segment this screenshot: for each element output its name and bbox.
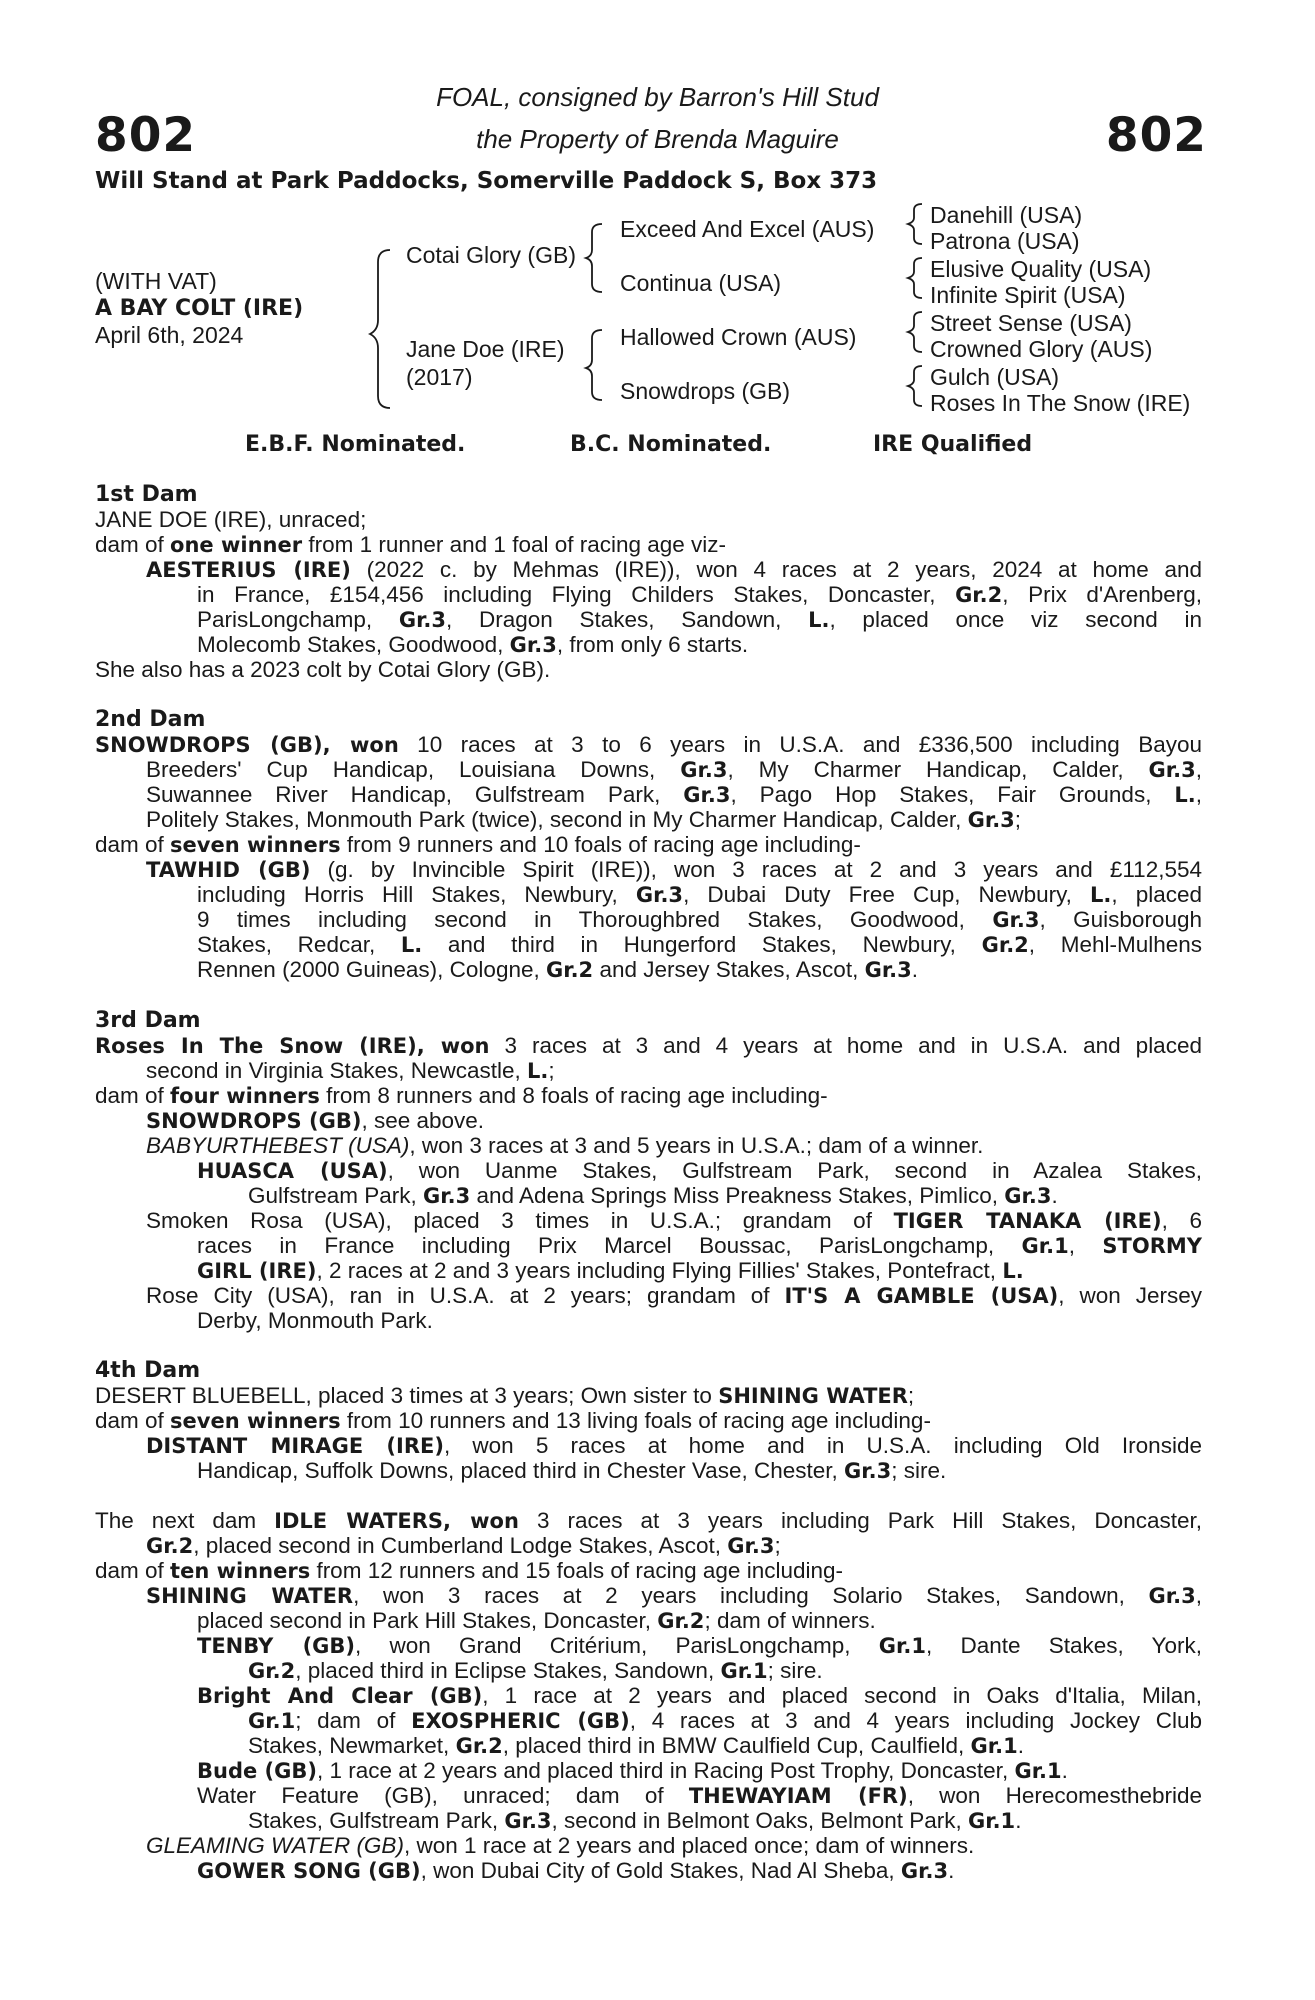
dam2-line: Politely Stakes, Monmouth Park (twice), second in My Charmer Handicap, Calder, Gr.3;	[146, 807, 1022, 832]
next-dam-line: placed second in Park Hill Stakes, Doncaster, Gr.2; dam of winners.	[197, 1608, 876, 1633]
property-line: the Property of Brenda Maguire	[476, 124, 839, 154]
dam3-line: BABYURTHEBEST (USA), won 3 races at 3 and 5 years in U.S.A.; dam of a winner.	[146, 1133, 984, 1158]
pedigree-sire-dam: Continua (USA)	[620, 270, 782, 296]
dam3-line: dam of four winners from 8 runners and 8 foals of racing age including-	[95, 1083, 828, 1108]
next-dam-line: GOWER SONG (GB), won Dubai City of Gold Stakes, Nad Al Sheba, Gr.3.	[197, 1858, 955, 1883]
pedigree-dss: Street Sense (USA)	[930, 310, 1132, 336]
dam2-line: dam of seven winners from 9 runners and 10 foals of racing age including-	[95, 832, 861, 857]
dam3-line: SNOWDROPS (GB), see above.	[146, 1108, 485, 1133]
pedigree-dam: Jane Doe (IRE)	[406, 336, 565, 362]
dam2-line: Rennen (2000 Guineas), Cologne, Gr.2 and Jersey Stakes, Ascot, Gr.3.	[197, 957, 919, 982]
next-dam-line: Bright And Clear (GB), 1 race at 2 years and placed second in Oaks d'Italia, Milan,	[197, 1683, 1202, 1708]
pedigree-sds: Elusive Quality (USA)	[930, 256, 1152, 282]
dam1-line: ParisLongchamp, Gr.3, Dragon Stakes, Sandown, L., placed once viz second in	[197, 607, 1202, 632]
next-dam-line: The next dam IDLE WATERS, won 3 races at 3 years including Park Hill Stakes, Doncaster,	[95, 1508, 1202, 1533]
dam3-line: Gulfstream Park, Gr.3 and Adena Springs Miss Preakness Stakes, Pimlico, Gr.3.	[248, 1183, 1058, 1208]
next-dam-line: Gr.2, placed third in Eclipse Stakes, Sandown, Gr.1; sire.	[248, 1658, 823, 1683]
dam1-line: in France, £154,456 including Flying Childers Stakes, Doncaster, Gr.2, Prix d'Arenberg,	[197, 582, 1203, 607]
dam1-line: Molecomb Stakes, Goodwood, Gr.3, from only 6 starts.	[197, 632, 749, 657]
next-dam-line: TENBY (GB), won Grand Critérium, ParisLongchamp, Gr.1, Dante Stakes, York,	[197, 1633, 1203, 1658]
dam3-line: Roses In The Snow (IRE), won 3 races at 3 and 4 years at home and in U.S.A. and placed	[95, 1033, 1202, 1058]
pedigree-sdd: Infinite Spirit (USA)	[930, 282, 1126, 308]
dam1-line: AESTERIUS (IRE) (2022 c. by Mehmas (IRE)), won 4 races at 2 years, 2024 at home and	[146, 557, 1202, 582]
dam4-line: dam of seven winners from 10 runners and 13 living foals of racing age including-	[95, 1408, 931, 1433]
dam3-line: Rose City (USA), ran in U.S.A. at 2 years; grandam of IT'S A GAMBLE (USA), won Jersey	[146, 1283, 1202, 1308]
pedigree-dsd: Crowned Glory (AUS)	[930, 336, 1153, 362]
lot-number-right: 802	[1105, 108, 1207, 163]
dam3-line: GIRL (IRE), 2 races at 2 and 3 years including Flying Fillies' Stakes, Pontefract, L.	[197, 1258, 1024, 1283]
dam2-line: Stakes, Redcar, L. and third in Hungerford Stakes, Newbury, Gr.2, Mehl-Mulhens	[197, 932, 1203, 957]
pedigree-dds: Gulch (USA)	[930, 364, 1060, 390]
stand-location: Will Stand at Park Paddocks, Somerville Paddock S, Box 373	[95, 168, 878, 194]
dam4-line: DESERT BLUEBELL, placed 3 times at 3 years; Own sister to SHINING WATER;	[95, 1383, 915, 1408]
pedigree-sire-sire: Exceed And Excel (AUS)	[620, 216, 875, 242]
next-dam-line: Gr.1; dam of EXOSPHERIC (GB), 4 races at 3 and 4 years including Jockey Club	[248, 1708, 1202, 1733]
next-dam-line: GLEAMING WATER (GB), won 1 race at 2 years and placed once; dam of winners.	[146, 1833, 975, 1858]
dam1-line: She also has a 2023 colt by Cotai Glory (GB).	[95, 657, 551, 682]
dam1-line: JANE DOE (IRE), unraced;	[95, 507, 367, 532]
dam2-line: SNOWDROPS (GB), won 10 races at 3 to 6 years in U.S.A. and £336,500 including Bayou	[95, 732, 1202, 757]
dam4-line: DISTANT MIRAGE (IRE), won 5 races at home and in U.S.A. including Old Ironside	[146, 1433, 1202, 1458]
pedigree-dam-year: (2017)	[406, 364, 473, 390]
pedigree-ddd: Roses In The Snow (IRE)	[930, 390, 1191, 416]
dam3-title: 3rd Dam	[95, 1008, 201, 1033]
pedigree-dam-dam: Snowdrops (GB)	[620, 378, 791, 404]
vat-note: (WITH VAT)	[95, 268, 217, 294]
next-dam-line: Bude (GB), 1 race at 2 years and placed third in Racing Post Trophy, Doncaster, Gr.1.	[197, 1758, 1068, 1783]
pedigree-ssd: Patrona (USA)	[930, 228, 1080, 254]
dam4-line: Handicap, Suffolk Downs, placed third in Chester Vase, Chester, Gr.3; sire.	[197, 1458, 947, 1483]
pedigree-dam-sire: Hallowed Crown (AUS)	[620, 324, 857, 350]
lot-number-left: 802	[95, 108, 197, 163]
ebf-nomination: E.B.F. Nominated.	[245, 432, 466, 457]
dam2-line: 9 times including second in Thoroughbred Stakes, Goodwood, Gr.3, Guisborough	[197, 907, 1202, 932]
dam1-title: 1st Dam	[95, 482, 198, 507]
next-dam-line: Gr.2, placed second in Cumberland Lodge Stakes, Ascot, Gr.3;	[146, 1533, 781, 1558]
next-dam-line: Stakes, Newmarket, Gr.2, placed third in BMW Caulfield Cup, Caulfield, Gr.1.	[248, 1733, 1024, 1758]
consignor-line: FOAL, consigned by Barron's Hill Stud	[436, 82, 879, 112]
horse-name: A BAY COLT (IRE)	[95, 296, 304, 321]
dam2-line: Breeders' Cup Handicap, Louisiana Downs, Gr.3, My Charmer Handicap, Calder, Gr.3,	[146, 757, 1202, 782]
dam3-line: Derby, Monmouth Park.	[197, 1308, 433, 1333]
dam3-line: Smoken Rosa (USA), placed 3 times in U.S.A.; grandam of TIGER TANAKA (IRE), 6	[146, 1208, 1202, 1233]
dam3-line: HUASCA (USA), won Uanme Stakes, Gulfstream Park, second in Azalea Stakes,	[197, 1158, 1202, 1183]
dam2-line: including Horris Hill Stakes, Newbury, Gr.3, Dubai Duty Free Cup, Newbury, L., placed	[197, 882, 1202, 907]
dam2-line: Suwannee River Handicap, Gulfstream Park, Gr.3, Pago Hop Stakes, Fair Grounds, L.,	[146, 782, 1202, 807]
dam3-line: second in Virginia Stakes, Newcastle, L.;	[146, 1058, 555, 1083]
next-dam-line: dam of ten winners from 12 runners and 15 foals of racing age including-	[95, 1558, 844, 1583]
pedigree-sss: Danehill (USA)	[930, 202, 1083, 228]
dam2-line: TAWHID (GB) (g. by Invincible Spirit (IRE)), won 3 races at 2 and 3 years and £112,554	[146, 857, 1202, 882]
next-dam-line: SHINING WATER, won 3 races at 2 years including Solario Stakes, Sandown, Gr.3,	[146, 1583, 1202, 1608]
dam4-title: 4th Dam	[95, 1358, 201, 1383]
next-dam-line: Stakes, Gulfstream Park, Gr.3, second in Belmont Oaks, Belmont Park, Gr.1.	[248, 1808, 1022, 1833]
dam2-title: 2nd Dam	[95, 707, 206, 732]
dam1-line: dam of one winner from 1 runner and 1 foal of racing age viz-	[95, 532, 727, 557]
ire-qualified: IRE Qualified	[873, 432, 1033, 457]
pedigree-sire: Cotai Glory (GB)	[406, 242, 576, 268]
dam3-line: races in France including Prix Marcel Boussac, ParisLongchamp, Gr.1, STORMY	[197, 1233, 1202, 1258]
bc-nomination: B.C. Nominated.	[570, 432, 772, 457]
horse-dob: April 6th, 2024	[95, 322, 244, 348]
next-dam-line: Water Feature (GB), unraced; dam of THEWAYIAM (FR), won Herecomesthebride	[197, 1783, 1203, 1808]
